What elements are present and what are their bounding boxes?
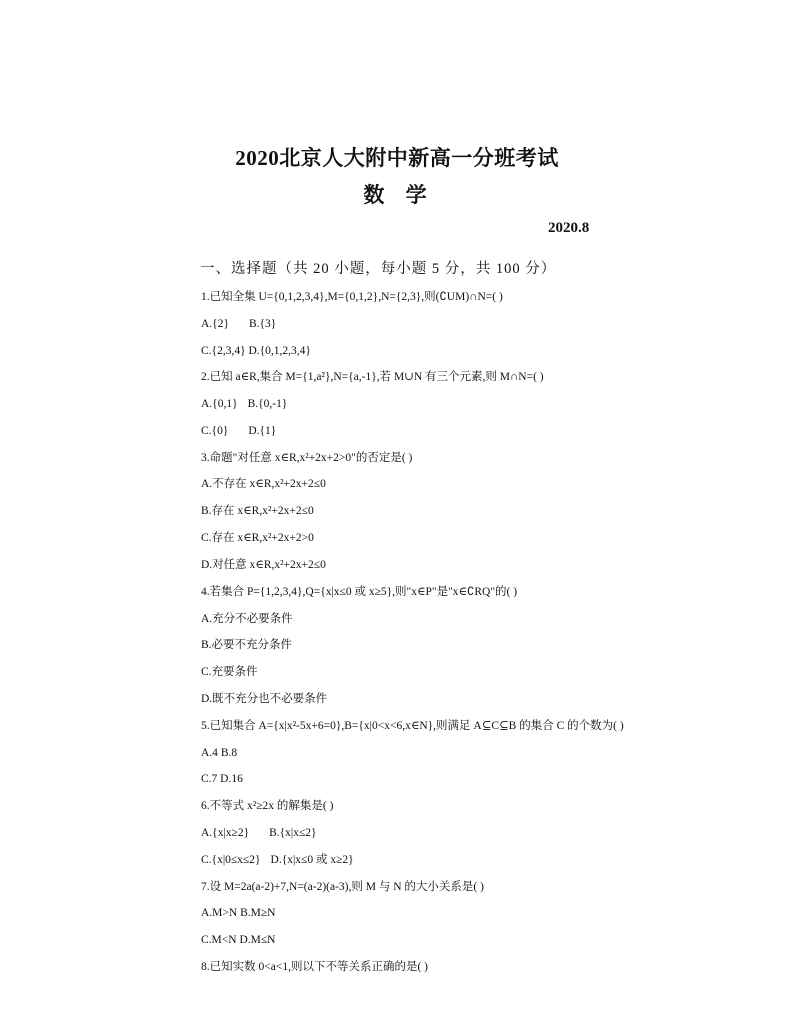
- question-3-option-b: B.存在 x∈R,x²+2x+2≤0: [201, 505, 314, 517]
- exam-date: 2020.8: [548, 220, 590, 236]
- exam-subject: 数 学: [363, 183, 435, 207]
- question-6-options-line-2: [201, 853, 354, 867]
- question-4-option-b: B.必要不充分条件: [201, 639, 293, 651]
- option-d: D.{x|x≤0 或 x≥2}: [270, 854, 354, 866]
- question-3-stem: 3.命题"对任意 x∈R,x²+2x+2>0"的否定是( ): [201, 452, 413, 464]
- option-c: C.{0}: [201, 425, 229, 437]
- question-7-stem: 7.设 M=2a(a-2)+7,N=(a-2)(a-3),则 M 与 N 的大小关系是( ): [201, 881, 484, 893]
- question-1-options-line-2: [201, 344, 311, 358]
- question-2-options-line-1: [201, 397, 287, 411]
- question-2-stem: 2.已知 a∈R,集合 M={1,a²},N={a,-1},若 M∪N 有三个元素,则 M∩N=( ): [201, 371, 544, 383]
- question-1-options-line-1: [201, 317, 276, 331]
- question-5-options-line-1: [201, 746, 237, 760]
- option-d: D.M≤N: [239, 934, 276, 946]
- question-6-stem: 6.不等式 x²≥2x 的解集是( ): [201, 800, 334, 812]
- question-2-options-line-2: [201, 424, 276, 438]
- option-b: B.{0,-1}: [247, 398, 288, 410]
- question-8-stem: 8.已知实数 0<a<1,则以下不等关系正确的是( ): [201, 961, 428, 973]
- question-7-options-line-1: [201, 906, 275, 920]
- option-c: C.7: [201, 773, 218, 785]
- question-4-stem: 4.若集合 P={1,2,3,4},Q={x|x≤0 或 x≥5},则"x∈P"是"x∈∁RQ"的( ): [201, 586, 518, 598]
- option-d: D.16: [220, 773, 243, 785]
- question-1-stem: 1.已知全集 U={0,1,2,3,4},M={0,1,2},N={2,3},则(∁UM)∩N=( ): [201, 291, 503, 303]
- question-5-options-line-2: [201, 772, 243, 786]
- option-a: A.{x|x≥2}: [201, 827, 250, 839]
- option-a: A.{2}: [201, 318, 229, 330]
- question-4-option-a: A.充分不必要条件: [201, 613, 293, 625]
- option-b: B.8: [220, 747, 238, 759]
- question-7-options-line-2: [201, 933, 275, 947]
- option-c: C.M<N: [201, 934, 237, 946]
- option-c: C.{2,3,4}: [201, 345, 246, 357]
- option-a: A.M>N: [201, 907, 238, 919]
- option-d: D.{1}: [248, 425, 277, 437]
- option-a: A.{0,1}: [201, 398, 238, 410]
- option-b: B.{x|x≤2}: [269, 827, 317, 839]
- option-a: A.4: [201, 747, 218, 759]
- question-4-option-c: C.充要条件: [201, 666, 258, 678]
- question-3-option-c: C.存在 x∈R,x²+2x+2>0: [201, 532, 314, 544]
- option-b: B.{3}: [248, 318, 277, 330]
- question-6-options-line-1: [201, 826, 317, 840]
- question-4-option-d: D.既不充分也不必要条件: [201, 693, 328, 705]
- option-d: D.{0,1,2,3,4}: [248, 345, 311, 357]
- option-b: B.M≥N: [240, 907, 276, 919]
- option-c: C.{x|0≤x≤2}: [201, 854, 261, 866]
- question-5-stem: 5.已知集合 A={x|x²-5x+6=0},B={x|0<x<6,x∈N},则满足 A⊆C⊆B 的集合 C 的个数为( ): [201, 720, 624, 732]
- section-heading: 一、选择题（共 20 小题，每小题 5 分，共 100 分）: [200, 261, 557, 277]
- question-3-option-d: D.对任意 x∈R,x²+2x+2≤0: [201, 559, 326, 571]
- question-3-option-a: A.不存在 x∈R,x²+2x+2≤0: [201, 478, 326, 490]
- exam-title: 2020北京人大附中新高一分班考试: [235, 146, 559, 170]
